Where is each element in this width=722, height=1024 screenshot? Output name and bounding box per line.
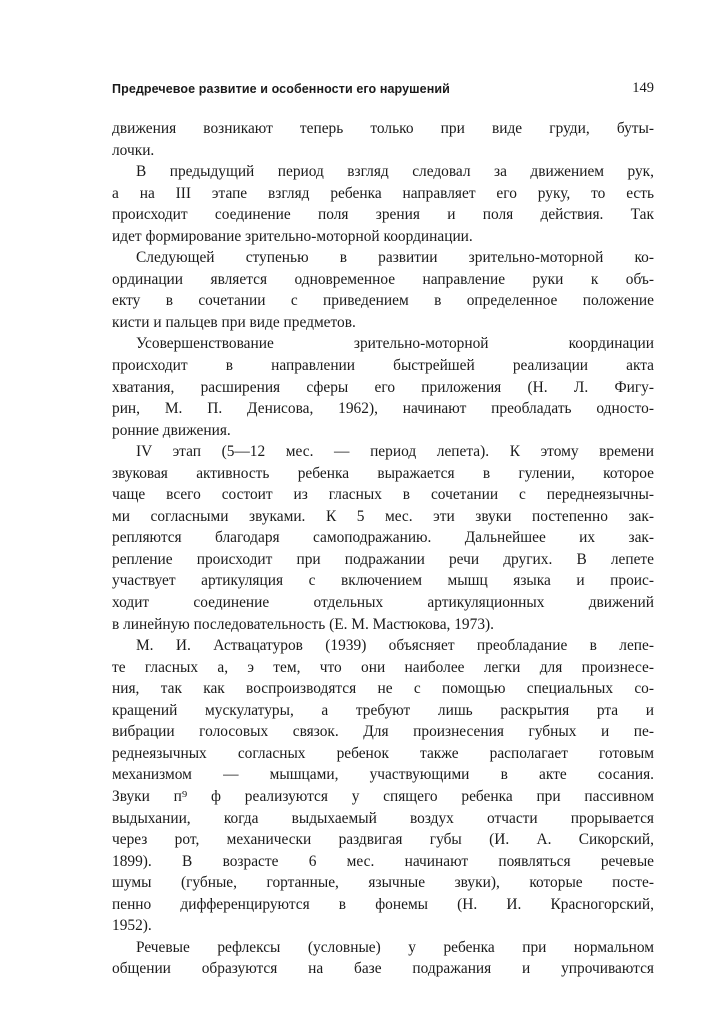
text-line: механизмом — мышцами, участвующими в акте сосания. <box>112 766 654 784</box>
text-line: в линейную последовательность (Е. М. Мастюкова, 1973). <box>112 615 494 633</box>
text-line: рин, М. П. Денисова, 1962), начинают преобладать односто- <box>112 400 654 418</box>
text-line: кращений мускулатуры, а требуют лишь раскрытия рта и <box>112 701 654 719</box>
text-line: Усовершенствование зрительно-моторной координации <box>136 335 654 353</box>
text-line: Речевые рефлексы (условные) у ребенка при нормальном <box>136 938 654 956</box>
text-line: екту в сочетании с приведением в определенное положение <box>112 292 654 310</box>
text-line: Звуки п⁹ ф реализуются у спящего ребенка при пассивном <box>112 787 654 805</box>
text-line: лочки. <box>112 141 155 159</box>
text-line: ронние движения. <box>112 421 231 439</box>
text-line: В предыдущий период взгляд следовал за движением рук, <box>136 163 654 181</box>
text-line: шумы (губные, гортанные, язычные звуки), которые посте- <box>112 874 654 892</box>
text-line: участвует артикуляция с включением мышц языка и проис- <box>112 572 654 590</box>
text-line: пенно дифференцируются в фонемы (Н. И. Красногорский, <box>112 895 654 913</box>
text-line: хватания, расширения сферы его приложения (Н. Л. Фигу- <box>112 378 654 396</box>
text-line: ординации является одновременное направление руки к объ- <box>112 270 654 288</box>
text-line: вибрации голосовых связок. Для произнесения губных и пе- <box>112 723 654 741</box>
text-line: идет формирование зрительно-моторной координации. <box>112 227 473 245</box>
text-line: ходит соединение отдельных артикуляционных движений <box>112 594 654 612</box>
chapter-title: Предречевое развитие и особенности его нарушений <box>112 82 450 96</box>
text-line: а на III этапе взгляд ребенка направляет его руку, то есть <box>112 184 654 202</box>
page-number: 149 <box>632 80 654 96</box>
running-head <box>112 80 654 102</box>
text-line: 1899). В возрасте 6 мес. начинают появляться речевые <box>112 852 654 870</box>
text-line: 1952). <box>112 917 152 935</box>
text-line: происходит в направлении быстрейшей реализации акта <box>112 357 654 375</box>
text-line: через рот, механически раздвигая губы (И. А. Сикорский, <box>112 831 654 849</box>
text-line: звуковая активность ребенка выражается в гулении, которое <box>112 464 654 482</box>
text-line: репление происходит при подражании речи других. В лепете <box>112 550 654 568</box>
text-line: те гласных а, э тем, что они наиболее легки для произнесе- <box>112 658 654 676</box>
body-text <box>112 118 654 980</box>
text-line: общении образуются на базе подражания и упрочиваются <box>112 960 654 978</box>
text-line: выдыхании, когда выдыхаемый воздух отчасти прорывается <box>112 809 654 827</box>
text-line: реднеязычных согласных ребенок также располагает готовым <box>112 744 654 762</box>
text-line: ния, так как воспроизводятся не с помощью специальных со- <box>112 680 654 698</box>
text-line: происходит соединение поля зрения и поля действия. Так <box>112 206 654 224</box>
text-line: М. И. Аствацатуров (1939) объясняет преобладание в лепе- <box>136 637 654 655</box>
text-line: чаще всего состоит из гласных в сочетании с переднеязычны- <box>112 486 654 504</box>
text-line: ми согласными звуками. К 5 мес. эти звуки постепенно зак- <box>112 507 654 525</box>
text-line: кисти и пальцев при виде предметов. <box>112 313 356 331</box>
text-line: Следующей ступенью в развитии зрительно-моторной ко- <box>136 249 654 267</box>
text-line: IV этап (5—12 мес. — период лепета). К этому времени <box>136 443 654 461</box>
text-line: репляются благодаря самоподражанию. Дальнейшее их зак- <box>112 529 654 547</box>
text-line: движения возникают теперь только при виде груди, буты- <box>112 120 654 137</box>
